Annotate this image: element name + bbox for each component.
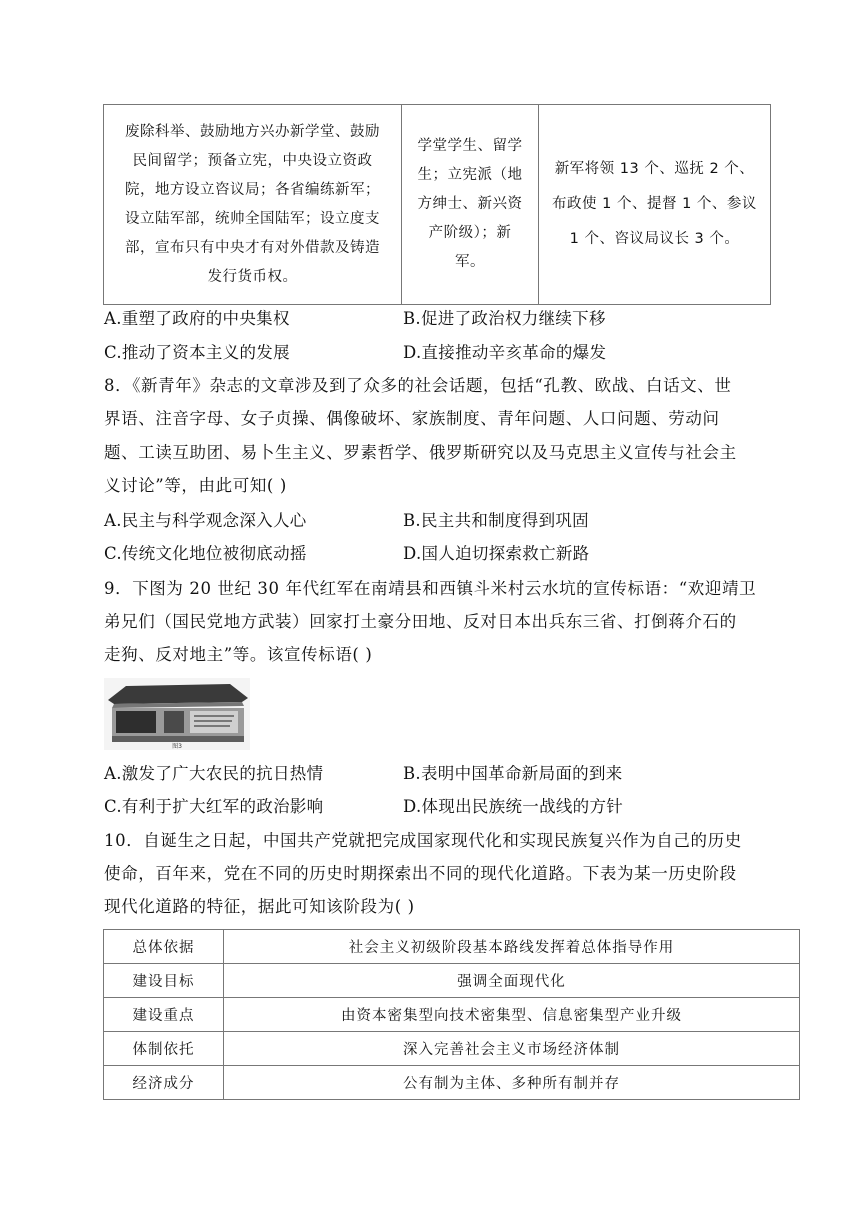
- q8-option-a: A.民主与科学观念深入人心: [104, 511, 307, 530]
- table-cell-line: 产阶级）；新: [428, 225, 512, 241]
- table-cell-line: 方绅士、新兴资: [417, 196, 523, 212]
- table-cell-line: 民间留学；预备立宪，中央设立资政: [132, 152, 373, 169]
- participants-cell: [402, 105, 539, 305]
- row-key: 体制依托: [104, 1032, 224, 1066]
- row-value: 由资本密集型向技术密集型、信息密集型产业升级: [224, 998, 800, 1032]
- q9-option-c: C.有利于扩大红军的政治影响: [104, 797, 324, 816]
- table-cell-line: 布政使 1 个、提督 1 个、参议: [552, 196, 757, 212]
- q8-option-c: C.传统文化地位被彻底动摇: [104, 544, 307, 563]
- q9-stem-line: 走狗、反对地主”等。该宣传标语( ): [104, 645, 373, 664]
- table-row: [104, 998, 800, 1032]
- q7-option-a: A.重塑了政府的中央集权: [104, 309, 290, 328]
- q9-stem-line: 弟兄们（国民党地方武装）回家打土豪分田地、反对日本出兵东三省、打倒蒋介石的: [104, 612, 737, 631]
- table-cell-line: 生；立宪派（地: [417, 167, 523, 183]
- table-cell-line: 发行货币权。: [207, 268, 298, 285]
- q7-option-b: B.促进了政治权力继续下移: [403, 309, 606, 328]
- q8-stem-line: 8．《新青年》杂志的文章涉及到了众多的社会话题，包括“孔教、欧战、白话文、世: [104, 376, 732, 395]
- row-key: 总体依据: [104, 930, 224, 964]
- q9-stem-line: 9．下图为 20 世纪 30 年代红军在南靖县和西镇斗米村云水坑的宣传标语：“欢迎靖卫: [104, 579, 757, 598]
- q10-stem-line: 使命，百年来，党在不同的历史时期探索出不同的现代化道路。下表为某一历史阶段: [104, 864, 737, 883]
- row-value: 深入完善社会主义市场经济体制: [224, 1032, 800, 1066]
- modernization-table: [103, 929, 800, 1100]
- q7-option-c: C.推动了资本主义的发展: [104, 343, 290, 362]
- q9-option-b: B.表明中国革命新局面的到来: [403, 764, 623, 783]
- q8-option-d: D.国人迫切探索救亡新路: [403, 544, 590, 563]
- table-cell-line: 1 个、咨议局议长 3 个。: [569, 231, 740, 247]
- q9-option-d: D.体现出民族统一战线的方针: [403, 797, 624, 816]
- table-cell-line: 军。: [455, 254, 485, 270]
- table-cell-line: 学堂学生、留学: [417, 138, 523, 154]
- row-value: 公有制为主体、多种所有制并存: [224, 1066, 800, 1100]
- q10-stem-line: 现代化道路的特征，据此可知该阶段为( ): [104, 897, 415, 916]
- q8-option-b: B.民主共和制度得到巩固: [403, 511, 589, 530]
- table-row: [104, 1066, 800, 1100]
- row-key: 建设重点: [104, 998, 224, 1032]
- slogan-building-photo: [104, 678, 250, 750]
- row-value: 强调全面现代化: [224, 964, 800, 998]
- q8-stem-line: 界语、注音字母、女子贞操、偶像破坏、家族制度、青年问题、人口问题、劳动问: [104, 409, 720, 428]
- photo-caption: 图3: [172, 743, 182, 750]
- table-cell-line: 设立陆军部，统帅全国陆军；设立度支: [125, 210, 380, 227]
- table-cell-line: 部，宣布只有中央才有对外借款及铸造: [125, 239, 380, 256]
- table-cell-line: 院，地方设立咨议局；各省编练新军；: [125, 181, 380, 198]
- q9-option-a: A.激发了广大农民的抗日热情: [104, 764, 324, 783]
- table-row: [104, 930, 800, 964]
- table-row: [104, 964, 800, 998]
- table-row: [104, 1032, 800, 1066]
- row-key: 建设目标: [104, 964, 224, 998]
- officials-cell: [539, 105, 771, 305]
- q8-stem-line: 题、工读互助团、易卜生主义、罗素哲学、俄罗斯研究以及马克思主义宣传与社会主: [104, 443, 737, 462]
- row-value: 社会主义初级阶段基本路线发挥着总体指导作用: [224, 930, 800, 964]
- reform-measures-cell: [104, 105, 402, 305]
- row-key: 经济成分: [104, 1066, 224, 1100]
- q8-stem-line: 义讨论”等，由此可知( ): [104, 476, 287, 495]
- table-cell-line: 新军将领 13 个、巡抚 2 个、: [554, 161, 755, 177]
- q10-stem-line: 10．自诞生之日起，中国共产党就把完成国家现代化和实现民族复兴作为自己的历史: [104, 831, 742, 850]
- q7-option-d: D.直接推动辛亥革命的爆发: [403, 343, 607, 362]
- reform-table: [103, 104, 771, 305]
- table-cell-line: 废除科举、鼓励地方兴办新学堂、鼓励: [125, 123, 380, 140]
